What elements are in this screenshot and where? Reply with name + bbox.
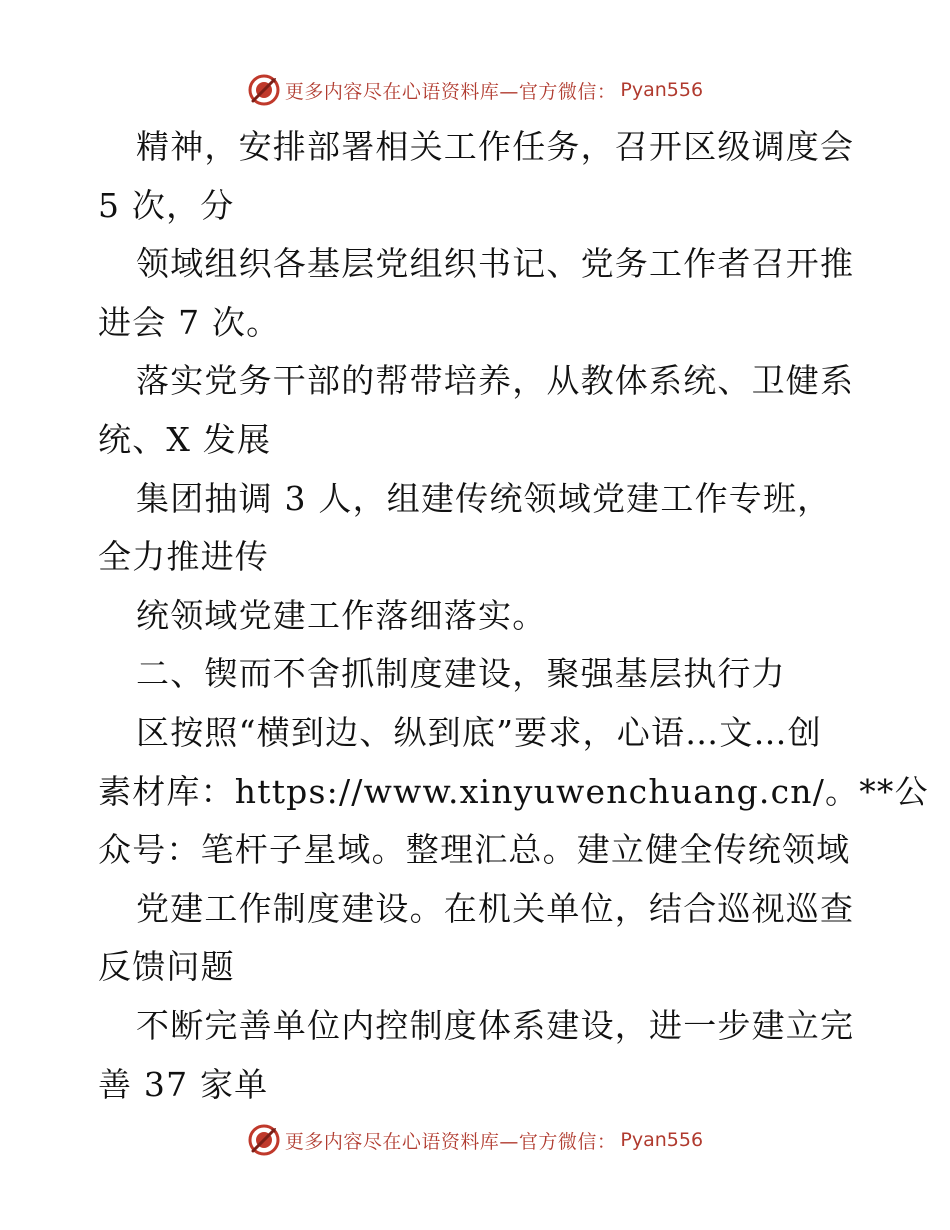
brand-logo-icon: [247, 73, 281, 107]
paragraph-line: 统领域党建工作落细落实。: [136, 595, 547, 635]
paragraph-line: 进会 7 次。: [98, 302, 281, 342]
paragraph-line: 反馈问题: [98, 947, 235, 987]
paragraph-line: 5 次，分: [98, 185, 235, 225]
paragraph-line: 素材库：https://www.xinyuwenchuang.cn/。**公: [98, 771, 929, 811]
header-banner-text: 更多内容尽在心语资料库—官方微信：: [284, 80, 617, 103]
header-wechat-id: Pyan556: [620, 79, 704, 101]
paragraph-line: 党建工作制度建设。在机关单位，结合巡视巡查: [136, 888, 855, 928]
brand-logo-icon: [247, 1123, 281, 1157]
paragraph-line: 统、X 发展: [98, 419, 272, 459]
paragraph-line: 全力推进传: [98, 537, 269, 577]
paragraph-line: 精神，安排部署相关工作任务，召开区级调度会: [136, 127, 855, 166]
document-body: [98, 118, 929, 1114]
paragraph-line: 领域组织各基层党组织书记、党务工作者召开推: [136, 244, 855, 284]
paragraph-line: 落实党务干部的帮带培养，从教体系统、卫健系: [136, 361, 855, 401]
paragraph-line: 众号：笔杆子星域。整理汇总。建立健全传统领域: [98, 830, 851, 870]
paragraph-line: 集团抽调 3 人，组建传统领域党建工作专班，: [136, 478, 832, 518]
footer-banner: [0, 1120, 950, 1160]
section-heading: 二、锲而不舍抓制度建设，聚强基层执行力: [136, 654, 786, 694]
footer-wechat-id: Pyan556: [620, 1129, 704, 1151]
footer-banner-text: 更多内容尽在心语资料库—官方微信：: [284, 1130, 617, 1153]
paragraph-line: 区按照“横到边、纵到底”要求，心语…文…创: [136, 712, 822, 752]
paragraph-line: 善 37 家单: [98, 1064, 269, 1104]
paragraph-line: 不断完善单位内控制度体系建设，进一步建立完: [136, 1005, 855, 1045]
header-banner: [0, 70, 950, 110]
